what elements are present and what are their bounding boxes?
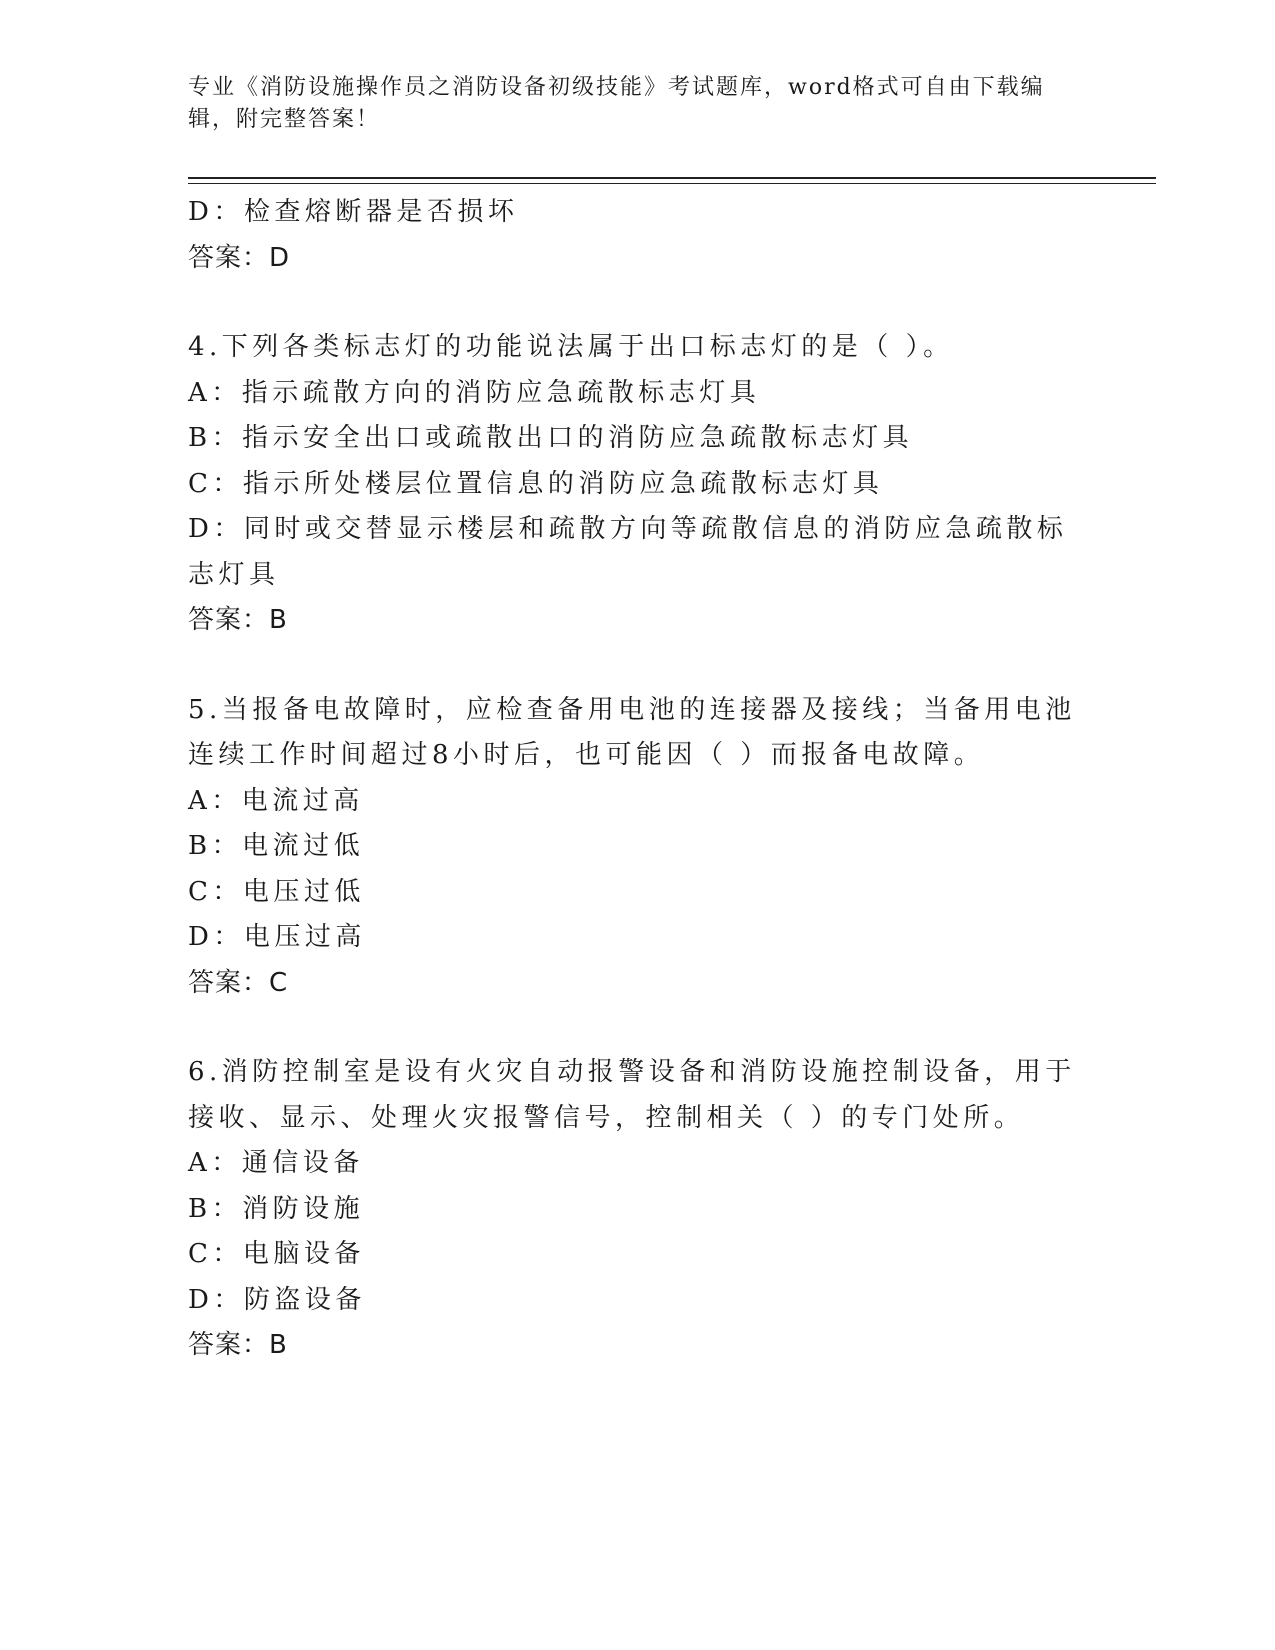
option-a: A：电流过高	[188, 785, 364, 816]
option-c: C：指示所处楼层位置信息的消防应急疏散标志灯具	[188, 468, 884, 499]
document-header: 专业《消防设施操作员之消防设备初级技能》考试题库，word格式可自由下载编辑，附完整答案！	[188, 75, 1045, 132]
question-stem: 6.消防控制室是设有火灾自动报警设备和消防设施控制设备，用于接收、显示、处理火灾报警信号，控制相关（ ）的专门处所。	[188, 1057, 1076, 1133]
option-b: B：消防设施	[188, 1193, 365, 1224]
answer-line: 答案：C	[188, 967, 289, 998]
question-stem: 5.当报备电故障时，应检查备用电池的连接器及接线；当备用电池连续工作时间超过8小时后，也可能因（ ）而报备电故障。	[188, 694, 1076, 770]
header-divider-thin	[188, 183, 1156, 184]
document-body	[188, 190, 1088, 1413]
option-b: B：指示安全出口或疏散出口的消防应急疏散标志灯具	[188, 423, 914, 453]
option-a: A：指示疏散方向的消防应急疏散标志灯具	[188, 377, 761, 408]
option-a: A：通信设备	[188, 1148, 364, 1178]
option-d: D：检查熔断器是否损坏	[188, 197, 519, 227]
option-c: C：电压过低	[188, 876, 365, 907]
question-6	[188, 1050, 1088, 1369]
option-d: D：电压过高	[188, 922, 366, 952]
answer-line: 答案：B	[188, 605, 288, 635]
answer-line: 答案：D	[188, 242, 291, 273]
option-d: D：同时或交替显示楼层和疏散方向等疏散信息的消防应急疏散标志灯具	[188, 514, 1068, 590]
option-d: D：防盗设备	[188, 1284, 366, 1315]
option-b: B：电流过低	[188, 831, 365, 861]
header-divider-thick	[188, 177, 1156, 179]
answer-line: 答案：B	[188, 1330, 288, 1360]
option-c: C：电脑设备	[188, 1239, 365, 1269]
question-5	[188, 688, 1088, 1007]
previous-question-tail	[188, 190, 1088, 281]
question-4	[188, 325, 1088, 644]
question-stem: 4.下列各类标志灯的功能说法属于出口标志灯的是（ ）。	[188, 332, 954, 362]
